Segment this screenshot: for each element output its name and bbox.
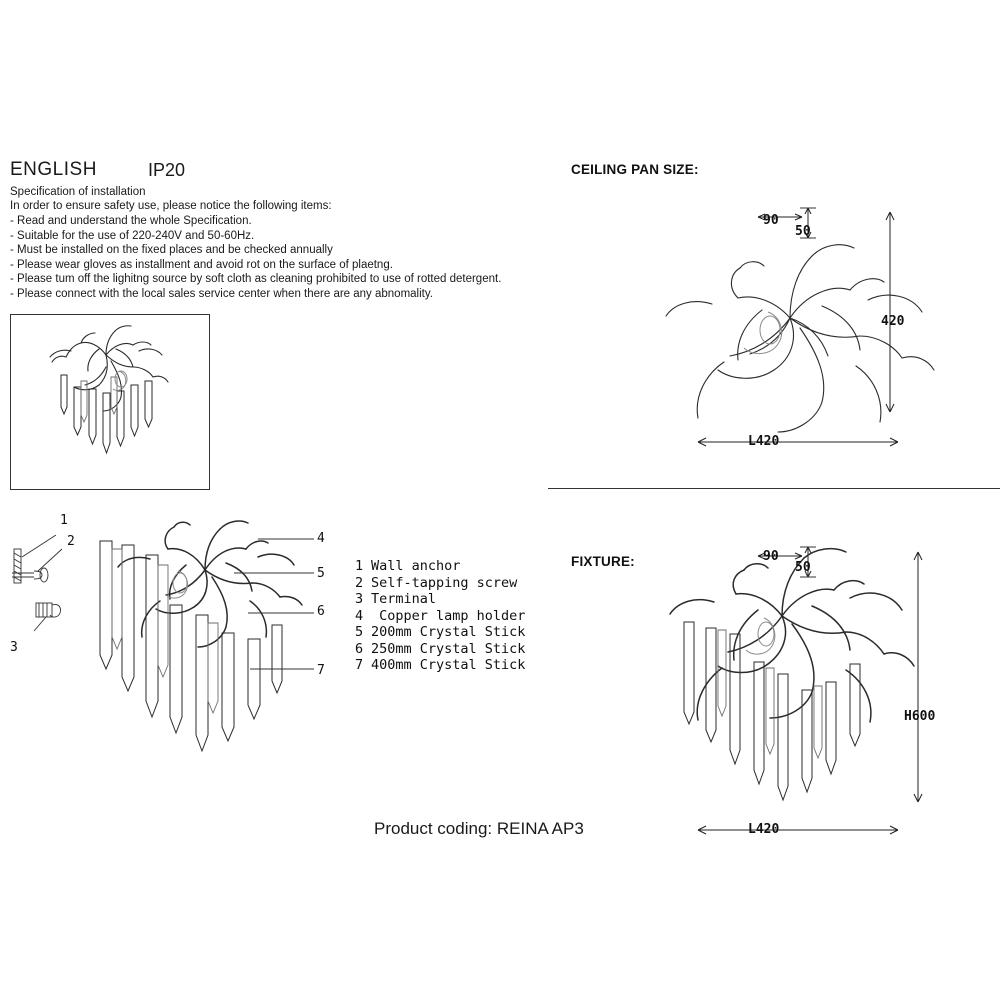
ceiling-pan-drawing	[650, 190, 1000, 460]
callout-4: 4	[317, 531, 325, 546]
callout-2: 2	[67, 534, 75, 549]
ceiling-pan-height-dim: 50	[795, 224, 811, 239]
spec-item: - Please tum off the lighitng source by soft cloth as cleaning prohibited to use of rotted detergent.	[10, 273, 502, 286]
wall-anchor-icon	[14, 549, 21, 583]
legend-number: 1	[355, 558, 364, 574]
section-divider	[548, 488, 1000, 489]
language-title: ENGLISH	[10, 159, 97, 180]
legend-label: 200mm Crystal Stick	[371, 624, 526, 640]
terminal-icon	[36, 603, 61, 617]
ceiling-pan-width-dim: 90	[763, 213, 779, 228]
spec-item: - Please connect with the local sales service center when there are any abnomality.	[10, 287, 433, 300]
spec-item: - Must be installed on the fixed places and be checked annually	[10, 244, 333, 257]
ip-rating-label: IP20	[148, 160, 186, 180]
product-photo-box	[10, 314, 210, 490]
legend-row	[355, 558, 525, 575]
callout-7: 7	[317, 663, 325, 678]
fixture-section-header: FIXTURE:	[571, 554, 635, 569]
parts-legend	[355, 558, 525, 674]
specification-list	[10, 214, 501, 302]
specification-intro: In order to ensure safety use, please notice the following items:	[10, 200, 332, 212]
spec-item: - Please wear gloves as installment and avoid rot on the surface of plaetng.	[10, 258, 393, 271]
fixture-vertical-dim: H600	[904, 709, 936, 724]
legend-label: 400mm Crystal Stick	[371, 657, 526, 673]
exploded-assembly-drawing	[0, 505, 350, 805]
callout-3: 3	[10, 640, 18, 655]
product-coding-label: Product coding: REINA AP3	[374, 819, 584, 838]
legend-number: 3	[355, 591, 364, 607]
ceiling-pan-section-header: CEILING PAN SIZE:	[571, 162, 699, 177]
legend-label: 250mm Crystal Stick	[371, 640, 526, 657]
legend-label: Copper lamp holder	[371, 607, 526, 624]
legend-row	[355, 624, 525, 641]
legend-row	[355, 657, 525, 674]
legend-row	[355, 591, 525, 608]
legend-label: Wall anchor	[371, 558, 461, 574]
callout-1: 1	[60, 513, 68, 528]
product-photo-illustration	[11, 315, 209, 489]
legend-number: 6	[355, 640, 364, 657]
legend-row	[355, 608, 525, 625]
ceiling-pan-top-view	[650, 190, 1000, 460]
callout-5: 5	[317, 566, 325, 581]
fixture-height-dim: 50	[795, 560, 811, 575]
self-tapping-screw-icon	[12, 568, 48, 582]
spec-item: - Suitable for the use of 220-240V and 50-60Hz.	[10, 229, 255, 242]
legend-number: 5	[355, 624, 364, 640]
ceiling-pan-vertical-dim: 420	[881, 314, 905, 329]
fixture-front-view	[650, 530, 1000, 850]
fixture-horizontal-dim: L420	[748, 822, 780, 837]
legend-row	[355, 641, 525, 658]
legend-label: Self-tapping screw	[371, 574, 518, 591]
callout-6: 6	[317, 604, 325, 619]
ceiling-pan-horizontal-dim: L420	[748, 434, 780, 449]
legend-row	[355, 575, 525, 592]
fixture-drawing	[650, 530, 1000, 850]
legend-number: 7	[355, 657, 364, 673]
legend-number: 2	[355, 574, 364, 591]
legend-label: Terminal	[371, 591, 437, 607]
fixture-width-dim: 90	[763, 549, 779, 564]
spec-item: - Read and understand the whole Specification.	[10, 215, 252, 227]
exploded-assembly-view	[0, 505, 350, 805]
specification-title: Specification of installation	[10, 186, 146, 198]
legend-number: 4	[355, 607, 364, 624]
